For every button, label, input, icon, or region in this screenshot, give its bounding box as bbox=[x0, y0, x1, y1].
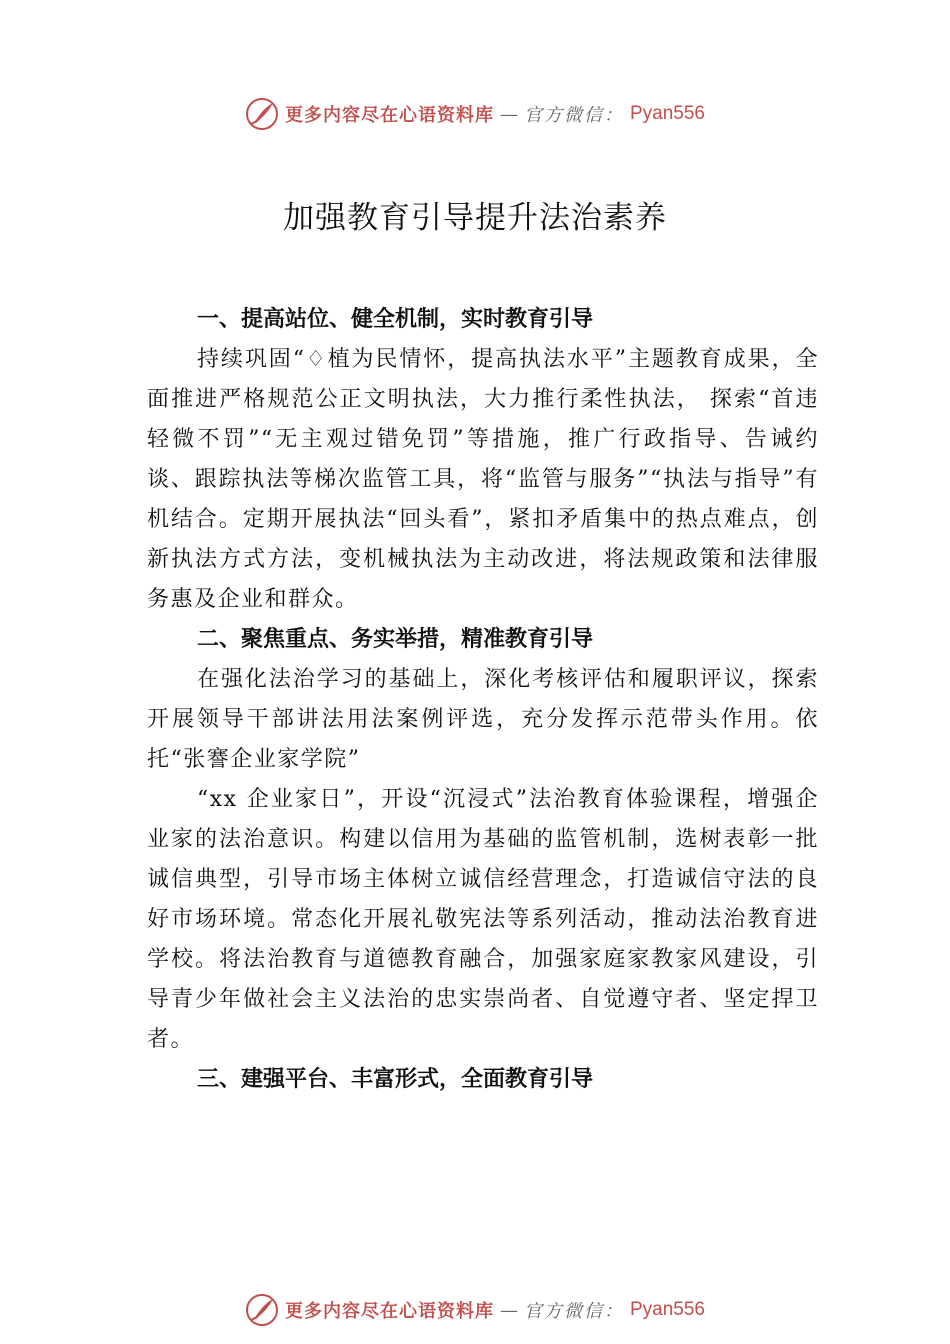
watermark-brand: 更多内容尽在心语资料库 bbox=[284, 105, 494, 126]
watermark-content bbox=[245, 1293, 705, 1327]
watermark-label: 官方微信： bbox=[523, 105, 624, 126]
section-1-paragraph-1: 持续巩固“♢植为民情怀，提高执法水平”主题教育成果，全面推进严格规范公正文明执法，大力推行柔性执法， 探索“首违轻微不罚”“无主观过错免罚”等措施，推广行政指导、告诫约谈、跟踪执法等梯次监管工具，将“监管与服务”“执法与指导”有机结合。定期开展执法“回头看”，紧扣矛盾集中的热点难点，创新执法方式方法，变机械执法为主动改进，将法规政策和法律服务惠及企业和群众。 bbox=[147, 347, 819, 612]
document-title: 加强教育引导提升法治素养 bbox=[283, 200, 667, 236]
watermark-banner-top bbox=[0, 94, 950, 134]
section-2-paragraph-1: 在强化法治学习的基础上，深化考核评估和履职评议，探索开展领导干部讲法用法案例评选，充分发挥示范带头作用。依托“张謇企业家学院” bbox=[147, 667, 819, 772]
watermark-banner-bottom bbox=[0, 1290, 950, 1330]
section-heading-3: 三、建强平台、丰富形式，全面教育引导 bbox=[197, 1067, 594, 1092]
section-heading-1: 一、提高站位、健全机制，实时教育引导 bbox=[197, 307, 594, 332]
watermark-account: Pyan556 bbox=[629, 1299, 705, 1320]
quill-logo-icon bbox=[245, 97, 279, 131]
watermark-brand: 更多内容尽在心语资料库 bbox=[284, 1301, 494, 1322]
document-body bbox=[147, 300, 819, 1100]
watermark-separator: — bbox=[499, 103, 518, 125]
quill-logo-icon bbox=[245, 1293, 279, 1327]
watermark-account: Pyan556 bbox=[629, 103, 705, 124]
watermark-label: 官方微信： bbox=[523, 1301, 624, 1322]
section-heading-2: 二、聚焦重点、务实举措，精准教育引导 bbox=[197, 627, 594, 652]
watermark-content bbox=[245, 97, 705, 131]
section-2-paragraph-2: “xx 企业家日”，开设“沉浸式”法治教育体验课程，增强企业家的法治意识。构建以信用为基础的监管机制，选树表彰一批诚信典型，引导市场主体树立诚信经营理念，打造诚信守法的良好市场环境。常态化开展礼敬宪法等系列活动，推动法治教育进学校。将法治教育与道德教育融合，加强家庭家教家风建设，引导青少年做社会主义法治的忠实崇尚者、自觉遵守者、坚定捍卫者。 bbox=[147, 787, 819, 1052]
watermark-separator: — bbox=[499, 1299, 518, 1321]
